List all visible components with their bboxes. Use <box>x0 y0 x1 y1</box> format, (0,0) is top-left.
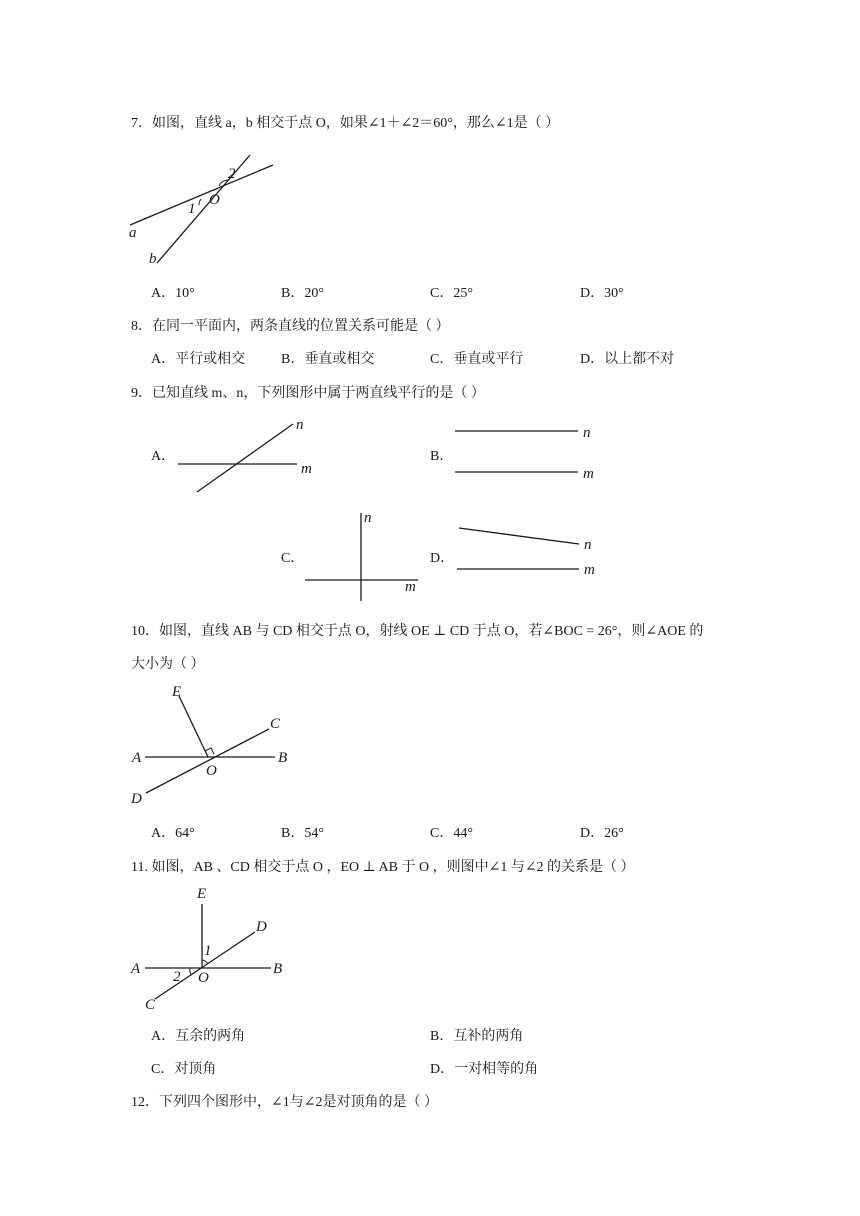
q9-option-c[interactable]: C． <box>281 551 305 566</box>
line-b-label: b <box>149 251 157 267</box>
q8-option-d[interactable]: D．以上都不对 <box>580 352 675 367</box>
q7-option-b[interactable]: B．20° <box>281 286 324 301</box>
angle-2-label: 2 <box>228 166 236 182</box>
q7-stem: 7．如图，直线 a，b 相交于点 O，如果∠1＋∠2＝60°，那么∠1是（ ） <box>131 116 560 131</box>
point-e-label: E <box>172 684 182 700</box>
point-d-label: D <box>256 919 267 935</box>
point-o-label: O <box>198 970 209 986</box>
q7-option-a[interactable]: A．10° <box>151 286 195 301</box>
line-n-label: n <box>583 425 591 441</box>
point-d-label: D <box>131 791 142 807</box>
q9-option-b[interactable]: B． <box>430 449 454 464</box>
q9-figure-a <box>170 415 330 500</box>
point-c-label: C <box>270 716 281 732</box>
line-a-label: a <box>129 225 137 241</box>
point-a-label: A <box>132 750 142 766</box>
angle-1-label: 1 <box>204 943 212 959</box>
q9-figure-c <box>300 508 430 608</box>
q11-option-a[interactable]: A．互余的两角 <box>151 1029 246 1044</box>
q8-option-c[interactable]: C．垂直或平行 <box>430 352 524 367</box>
q9-stem: 9．已知直线 m、n，下列图形中属于两直线平行的是（ ） <box>131 386 485 401</box>
line-n-label: n <box>296 417 304 433</box>
q9-option-d[interactable]: D． <box>430 551 455 566</box>
line-m-label: m <box>405 579 416 595</box>
q10-option-c[interactable]: C．44° <box>430 826 473 841</box>
q7-option-d[interactable]: D．30° <box>580 286 624 301</box>
q9-figure-b <box>450 418 610 488</box>
line-n-label: n <box>364 510 372 526</box>
line-m-label: m <box>583 466 594 482</box>
line-m-label: m <box>584 562 595 578</box>
q10-option-b[interactable]: B．54° <box>281 826 324 841</box>
point-b-label: B <box>273 961 283 977</box>
q11-option-c[interactable]: C．对顶角 <box>151 1062 217 1077</box>
angle-2-label: 2 <box>173 969 181 985</box>
line-n-label: n <box>584 537 592 553</box>
q8-option-b[interactable]: B．垂直或相交 <box>281 352 375 367</box>
q11-option-d[interactable]: D．一对相等的角 <box>430 1062 539 1077</box>
q8-option-a[interactable]: A．平行或相交 <box>151 352 246 367</box>
q8-stem: 8．在同一平面内，两条直线的位置关系可能是（ ） <box>131 319 450 334</box>
q12-stem: 12．下列四个图形中，∠1与∠2是对顶角的是（ ） <box>131 1095 438 1110</box>
q7-figure <box>125 155 285 270</box>
q9-figure-d <box>450 520 610 585</box>
q10-figure <box>128 682 298 810</box>
q10-option-d[interactable]: D．26° <box>580 826 624 841</box>
point-o-label: O <box>209 192 220 208</box>
q10-stem-line2: 大小为（ ） <box>131 657 205 672</box>
line-m-label: m <box>301 461 312 477</box>
q7-option-c[interactable]: C．25° <box>430 286 473 301</box>
q11-stem: 11. 如图，AB 、CD 相交于点 O ，EO ⊥ AB 于 O ，则图中∠1 与∠2 的关系是（ ） <box>131 860 635 875</box>
point-c-label: C <box>145 997 156 1013</box>
q11-figure <box>128 880 298 1015</box>
q9-option-a[interactable]: A． <box>151 449 176 464</box>
q10-stem-line1: 10．如图，直线 AB 与 CD 相交于点 O，射线 OE ⊥ CD 于点 O，若∠BOC = 26°，则∠AOE 的 <box>131 624 704 639</box>
angle-1-label: 1 <box>188 201 196 217</box>
point-e-label: E <box>197 886 207 902</box>
point-a-label: A <box>131 961 141 977</box>
point-o-label: O <box>206 763 217 779</box>
point-b-label: B <box>278 750 288 766</box>
q10-option-a[interactable]: A．64° <box>151 826 195 841</box>
q11-option-b[interactable]: B．互补的两角 <box>430 1029 524 1044</box>
